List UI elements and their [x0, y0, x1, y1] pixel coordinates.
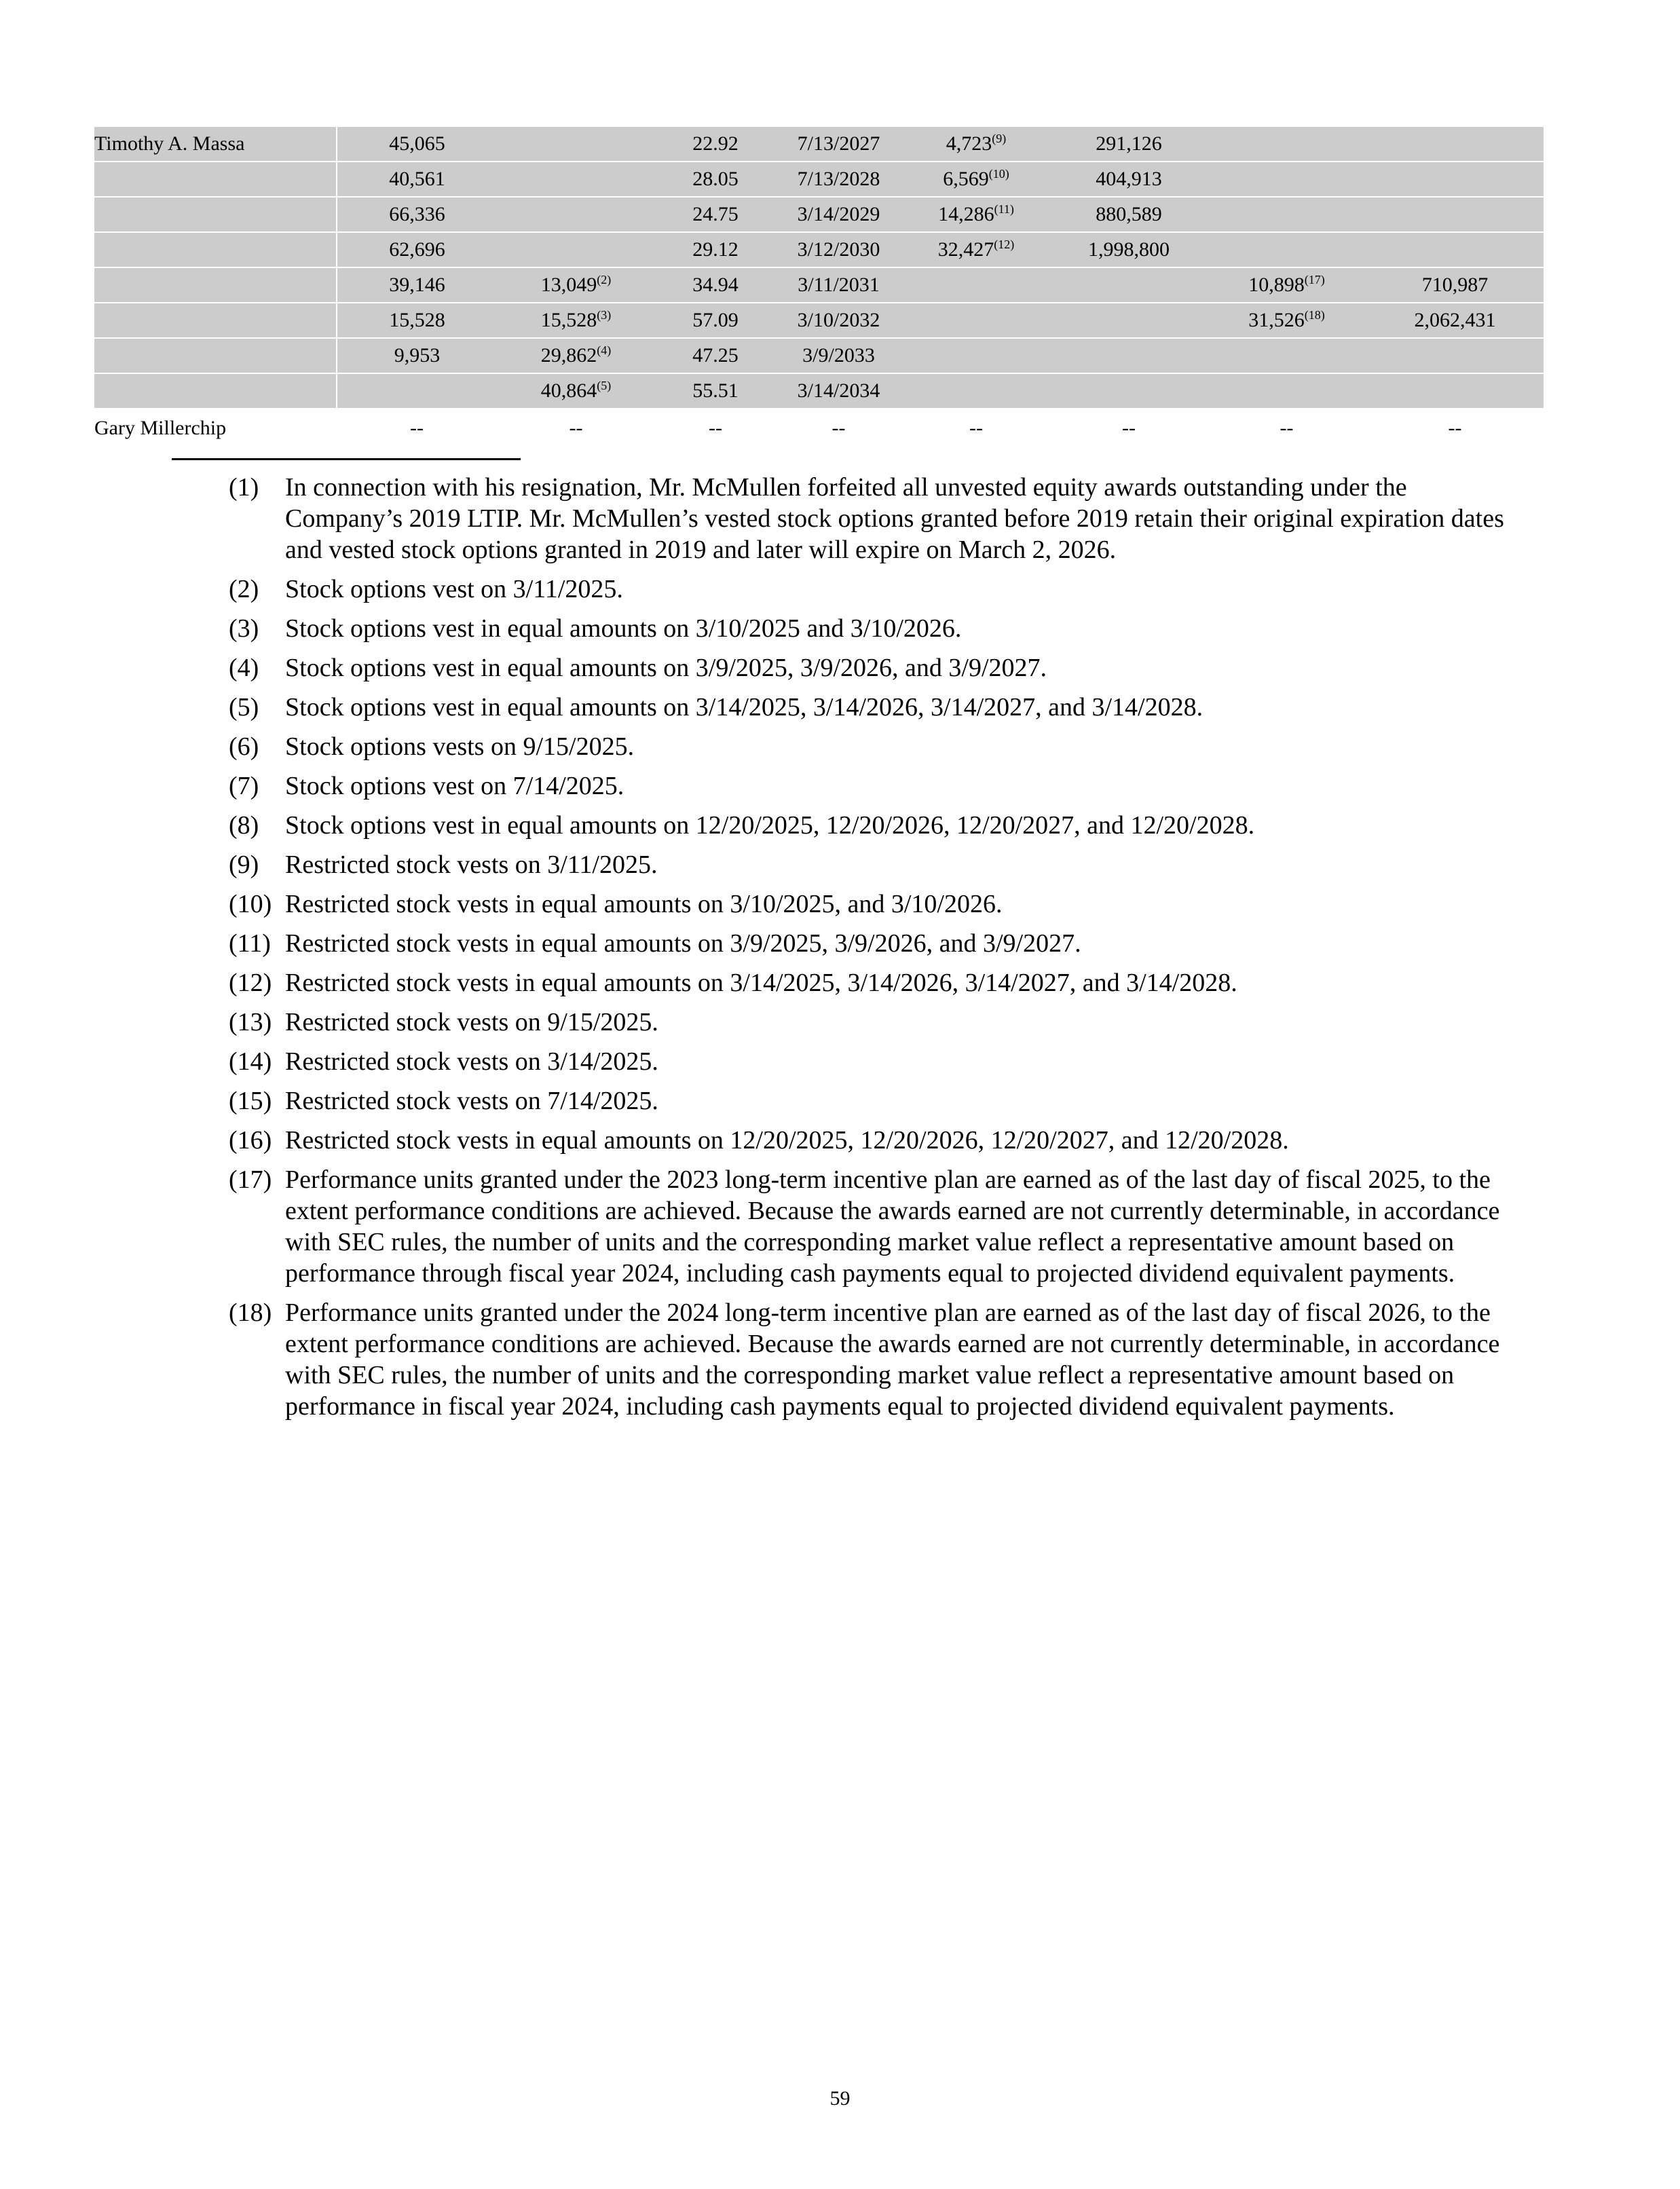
- footnote-reference: (10): [988, 167, 1009, 181]
- executive-name-cell: [94, 303, 337, 338]
- performance-units-value-value: 710,987: [1421, 274, 1489, 296]
- executive-name-cell: [94, 232, 337, 267]
- footnote-text: Restricted stock vests in equal amounts on 3/9/2025, 3/9/2026, and 3/9/2027.: [285, 929, 1081, 958]
- empty-value-cell: [1051, 409, 1207, 447]
- footnote-item: [229, 888, 1512, 920]
- performance-units: [1207, 232, 1366, 267]
- footnote-item: [229, 731, 1512, 762]
- unvested-shares: [901, 232, 1051, 267]
- unvested-shares: [901, 127, 1051, 162]
- footnote-number: (7): [229, 772, 259, 800]
- options-exercisable: [337, 373, 497, 409]
- massa-rows: [94, 127, 1544, 409]
- unvested-market-value-value: 404,913: [1096, 168, 1162, 190]
- options-exercisable: [337, 127, 497, 162]
- unvested-market-value: [1051, 267, 1207, 303]
- footnote-text: Stock options vest in equal amounts on 3/9/2025, 3/9/2026, and 3/9/2027.: [285, 654, 1047, 682]
- options-unexercisable: [497, 162, 655, 197]
- footnote-text: Restricted stock vests in equal amounts on 3/10/2025, and 3/10/2026.: [285, 890, 1003, 918]
- options-unexercisable: [497, 197, 655, 232]
- footnote-number: (9): [229, 850, 259, 879]
- options-unexercisable: [497, 303, 655, 338]
- table-row: [94, 162, 1544, 197]
- footnote-divider: [172, 458, 521, 460]
- unvested-shares-value: 14,286: [938, 203, 994, 225]
- unvested-market-value: [1051, 373, 1207, 409]
- unvested-market-value: [1051, 338, 1207, 373]
- unvested-shares: [901, 267, 1051, 303]
- option-exercise-price-value: 22.92: [692, 132, 739, 155]
- executive-name-cell: [94, 409, 337, 447]
- footnote-reference: (2): [597, 273, 612, 286]
- empty-value-cell: [776, 409, 901, 447]
- footnote-text: Stock options vest in equal amounts on 3/14/2025, 3/14/2026, 3/14/2027, and 3/14/2028.: [285, 693, 1203, 722]
- options-unexercisable: [497, 267, 655, 303]
- options-exercisable-value: 9,953: [394, 344, 441, 367]
- footnote-reference: (11): [994, 202, 1014, 216]
- performance-units: [1207, 267, 1366, 303]
- performance-units-value: [1366, 303, 1544, 338]
- footnote-number: (13): [229, 1008, 272, 1036]
- footnote-number: (18): [229, 1298, 272, 1327]
- options-unexercisable: [497, 127, 655, 162]
- footnote-text: Restricted stock vests on 7/14/2025.: [285, 1087, 658, 1115]
- performance-units: [1207, 197, 1366, 232]
- footnote-item: [229, 849, 1512, 880]
- footnote-text: Restricted stock vests in equal amounts on 12/20/2025, 12/20/2026, 12/20/2027, and 12/20/2028.: [285, 1126, 1289, 1155]
- empty-value-cell-value: --: [969, 417, 983, 439]
- option-exercise-price-value: 24.75: [692, 203, 739, 225]
- option-expiration-date-value: 3/14/2029: [797, 203, 880, 225]
- footnote-item: [229, 1085, 1512, 1117]
- unvested-shares: [901, 373, 1051, 409]
- unvested-shares: [901, 162, 1051, 197]
- options-unexercisable-value: 13,049: [540, 274, 597, 296]
- executive-name-cell: [94, 267, 337, 303]
- empty-value-cell-value: --: [1448, 417, 1462, 439]
- unvested-market-value: [1051, 197, 1207, 232]
- performance-units-value: [1366, 267, 1544, 303]
- footnote-text: Stock options vest in equal amounts on 3/10/2025 and 3/10/2026.: [285, 614, 962, 643]
- footnote-reference: (3): [597, 308, 612, 322]
- option-expiration-date: [776, 232, 901, 267]
- footnote-item: [229, 967, 1512, 998]
- option-expiration-date-value: 3/9/2033: [802, 344, 875, 367]
- options-exercisable-value: 66,336: [389, 203, 445, 225]
- table-row: [94, 303, 1544, 338]
- footnote-number: (12): [229, 969, 272, 997]
- performance-units: [1207, 373, 1366, 409]
- footnote-reference: (17): [1304, 273, 1325, 286]
- empty-value-cell: [497, 409, 655, 447]
- option-expiration-date: [776, 197, 901, 232]
- executive-name-cell: [94, 127, 337, 162]
- performance-units-value: 31,526: [1248, 309, 1305, 331]
- executive-name-cell: [94, 373, 337, 409]
- option-expiration-date-value: 3/10/2032: [797, 309, 880, 331]
- footnote-item: [229, 1297, 1512, 1422]
- option-exercise-price-value: 28.05: [692, 168, 739, 190]
- empty-value-cell: [1207, 409, 1366, 447]
- footnote-number: (1): [229, 473, 259, 502]
- unvested-shares-value: 4,723: [946, 132, 992, 155]
- footnote-item: [229, 770, 1512, 802]
- option-expiration-date: [776, 127, 901, 162]
- empty-value-cell: [655, 409, 776, 447]
- option-exercise-price: [655, 338, 776, 373]
- performance-units-value: [1366, 373, 1544, 409]
- options-exercisable: [337, 162, 497, 197]
- option-exercise-price: [655, 197, 776, 232]
- unvested-market-value: [1051, 303, 1207, 338]
- footnote-item: [229, 928, 1512, 959]
- performance-units: [1207, 127, 1366, 162]
- option-exercise-price: [655, 373, 776, 409]
- option-expiration-date: [776, 373, 901, 409]
- performance-units-value: [1366, 338, 1544, 373]
- option-exercise-price: [655, 162, 776, 197]
- footnote-reference: (12): [994, 238, 1015, 251]
- option-expiration-date: [776, 162, 901, 197]
- footnote-text: Stock options vest on 3/11/2025.: [285, 575, 623, 603]
- performance-units: [1207, 338, 1366, 373]
- options-unexercisable-value: 15,528: [540, 309, 597, 331]
- unvested-market-value-value: 291,126: [1096, 132, 1162, 155]
- table-row: [94, 373, 1544, 409]
- footnote-item: [229, 652, 1512, 684]
- executive-name-cell: [94, 162, 337, 197]
- footnote-text: Stock options vests on 9/15/2025.: [285, 732, 635, 761]
- empty-value-cell-value: --: [569, 417, 583, 439]
- options-exercisable: [337, 338, 497, 373]
- table-row: [94, 267, 1544, 303]
- unvested-shares: [901, 338, 1051, 373]
- footnote-item: [229, 574, 1512, 605]
- footnote-item: [229, 810, 1512, 841]
- footnote-text: Restricted stock vests in equal amounts on 3/14/2025, 3/14/2026, 3/14/2027, and 3/14/2028.: [285, 969, 1237, 997]
- performance-units-value-value: 2,062,431: [1414, 309, 1496, 331]
- footnote-text: Performance units granted under the 2023 long-term incentive plan are earned as of the last day of fiscal 2025, to the extent performance conditions are achieved. Because the awards earned are not currently determinable, in accordance with SEC rules, the number of units and the corresponding market value reflect a representative amount based on performance through fiscal year 2024, including cash payments equal to projected dividend equivalent payments.: [285, 1165, 1500, 1288]
- footnote-item: [229, 1007, 1512, 1038]
- page-number: 59: [829, 2087, 851, 2110]
- performance-units: [1207, 162, 1366, 197]
- footnote-number: (5): [229, 693, 259, 722]
- equity-awards-table: [94, 127, 1544, 447]
- options-unexercisable-value: 40,864: [540, 379, 597, 402]
- options-exercisable-value: 39,146: [389, 274, 445, 296]
- footnote-number: (6): [229, 732, 259, 761]
- footnote-text: Restricted stock vests on 3/11/2025.: [285, 850, 658, 879]
- options-exercisable-value: 62,696: [389, 238, 445, 261]
- unvested-market-value-value: 1,998,800: [1088, 238, 1170, 261]
- table-row: [94, 197, 1544, 232]
- empty-value-cell-value: --: [1122, 417, 1136, 439]
- footnote-item: [229, 1164, 1512, 1289]
- footnote-number: (3): [229, 614, 259, 643]
- footnote-number: (17): [229, 1165, 272, 1194]
- options-unexercisable: [497, 232, 655, 267]
- option-exercise-price: [655, 232, 776, 267]
- empty-value-cell-value: --: [709, 417, 722, 439]
- unvested-market-value: [1051, 127, 1207, 162]
- options-exercisable: [337, 197, 497, 232]
- footnote-list: [229, 472, 1512, 1430]
- option-exercise-price-value: 47.25: [692, 344, 739, 367]
- options-exercisable: [337, 232, 497, 267]
- executive-name-cell-value: Gary Millerchip: [94, 417, 227, 439]
- footnote-item: [229, 692, 1512, 723]
- executive-name-cell: [94, 197, 337, 232]
- options-exercisable-value: 40,561: [389, 168, 445, 190]
- table-row: [94, 232, 1544, 267]
- performance-units-value: 10,898: [1248, 274, 1305, 296]
- performance-units-value: [1366, 162, 1544, 197]
- option-exercise-price-value: 34.94: [692, 274, 739, 296]
- unvested-market-value: [1051, 232, 1207, 267]
- footnote-text: Restricted stock vests on 3/14/2025.: [285, 1047, 658, 1076]
- option-expiration-date-value: 3/11/2031: [798, 274, 880, 296]
- option-exercise-price: [655, 267, 776, 303]
- option-expiration-date-value: 3/12/2030: [797, 238, 880, 261]
- footnote-text: Restricted stock vests on 9/15/2025.: [285, 1008, 658, 1036]
- executive-name-cell: [94, 338, 337, 373]
- footnote-reference: (18): [1304, 308, 1325, 322]
- footnote-number: (16): [229, 1126, 272, 1155]
- footnote-number: (8): [229, 811, 259, 840]
- empty-value-cell-value: --: [832, 417, 846, 439]
- option-expiration-date-value: 3/14/2034: [797, 379, 880, 402]
- footnote-number: (10): [229, 890, 272, 918]
- options-exercisable-value: 45,065: [389, 132, 445, 155]
- option-exercise-price-value: 57.09: [692, 309, 739, 331]
- option-exercise-price-value: 55.51: [692, 379, 739, 402]
- footnote-number: (15): [229, 1087, 272, 1115]
- option-exercise-price: [655, 127, 776, 162]
- option-exercise-price-value: 29.12: [692, 238, 739, 261]
- footnote-reference: (9): [992, 132, 1007, 145]
- footnote-text: In connection with his resignation, Mr. McMullen forfeited all unvested equity awards outstanding under the Company’s 2019 LTIP. Mr. McMullen’s vested stock options granted before 2019 retain their original expiration dates and vested stock options granted in 2019 and later will expire on March 2, 2026.: [285, 473, 1504, 564]
- empty-value-cell: [1366, 409, 1544, 447]
- performance-units-value: [1366, 127, 1544, 162]
- unvested-market-value-value: 880,589: [1096, 203, 1162, 225]
- performance-units-value: [1366, 232, 1544, 267]
- unvested-shares: [901, 197, 1051, 232]
- executive-name: Timothy A. Massa: [94, 132, 245, 155]
- option-expiration-date: [776, 303, 901, 338]
- footnote-item: [229, 472, 1512, 565]
- performance-units-value: [1366, 197, 1544, 232]
- option-exercise-price: [655, 303, 776, 338]
- footnote-item: [229, 1125, 1512, 1156]
- footnote-text: Performance units granted under the 2024 long-term incentive plan are earned as of the last day of fiscal 2026, to the extent performance conditions are achieved. Because the awards earned are not currently determinable, in accordance with SEC rules, the number of units and the corresponding market value reflect a representative amount based on performance in fiscal year 2024, including cash payments equal to projected dividend equivalent payments.: [285, 1298, 1500, 1421]
- table-row: [94, 127, 1544, 162]
- unvested-shares-value: 6,569: [943, 168, 989, 190]
- options-unexercisable-value: 29,862: [540, 344, 597, 367]
- millerchip-rows: [94, 409, 1544, 447]
- footnote-number: (11): [229, 929, 271, 958]
- unvested-shares-value: 32,427: [937, 238, 994, 261]
- option-expiration-date: [776, 338, 901, 373]
- unvested-shares: [901, 303, 1051, 338]
- options-exercisable-value: 15,528: [389, 309, 445, 331]
- footnote-text: Stock options vest in equal amounts on 12/20/2025, 12/20/2026, 12/20/2027, and 12/20/2028.: [285, 811, 1255, 840]
- footnote-number: (2): [229, 575, 259, 603]
- option-expiration-date-value: 7/13/2028: [797, 168, 880, 190]
- footnote-number: (4): [229, 654, 259, 682]
- performance-units: [1207, 303, 1366, 338]
- footnote-text: Stock options vest on 7/14/2025.: [285, 772, 624, 800]
- options-unexercisable: [497, 373, 655, 409]
- empty-value-cell-value: --: [1280, 417, 1294, 439]
- empty-value-cell: [901, 409, 1051, 447]
- footnote-reference: (5): [597, 379, 612, 392]
- footnote-number: (14): [229, 1047, 272, 1076]
- footnote-item: [229, 1046, 1512, 1077]
- footnote-item: [229, 613, 1512, 644]
- option-expiration-date-value: 7/13/2027: [797, 132, 880, 155]
- empty-value-cell-value: --: [410, 417, 424, 439]
- empty-value-cell: [337, 409, 497, 447]
- table-row: [94, 409, 1544, 447]
- footnote-reference: (4): [597, 343, 612, 357]
- options-exercisable: [337, 303, 497, 338]
- options-unexercisable: [497, 338, 655, 373]
- unvested-market-value: [1051, 162, 1207, 197]
- table-row: [94, 338, 1544, 373]
- option-expiration-date: [776, 267, 901, 303]
- options-exercisable: [337, 267, 497, 303]
